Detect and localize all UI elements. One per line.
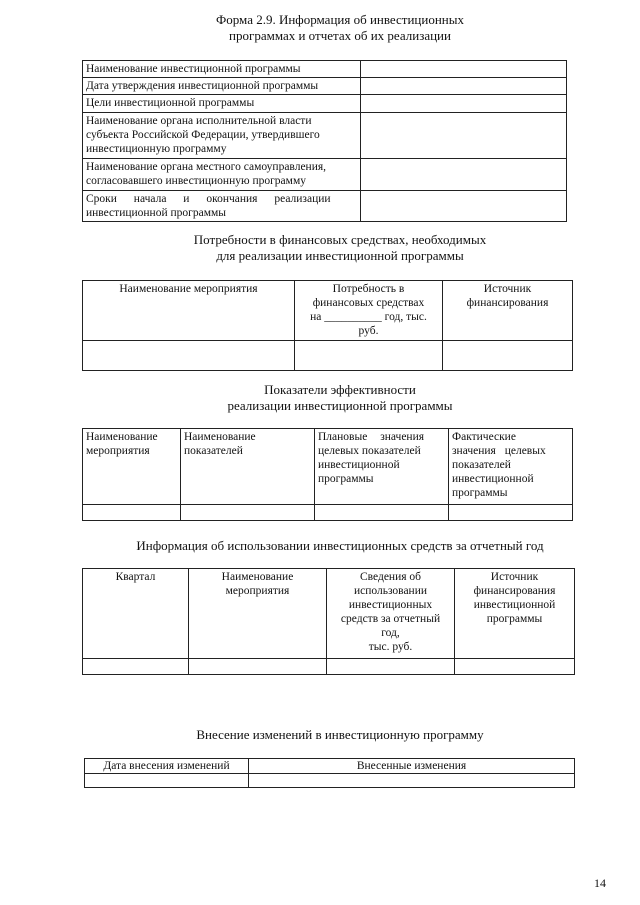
header-label: Источник — [483, 283, 532, 295]
empty-cell[interactable] — [443, 341, 573, 371]
header-label: Наименование мероприятия — [119, 283, 258, 295]
changes-table — [84, 758, 575, 788]
header-cell-changes-made — [249, 759, 575, 774]
table-row — [83, 659, 575, 675]
info-label-cell — [83, 159, 361, 191]
info-label: согласовавшего инвестиционную программу — [86, 175, 306, 187]
info-label: Дата утверждения инвестиционной программы — [86, 80, 319, 92]
section-title-financial-needs — [140, 232, 540, 264]
financial-needs-table — [82, 280, 573, 371]
header-cell-activity — [83, 281, 295, 341]
header-label: Сведения об — [359, 571, 421, 583]
info-value-cell[interactable] — [361, 113, 567, 159]
header-label: Фактические — [452, 431, 516, 443]
header-cell-activity — [83, 429, 181, 505]
header-label: инвестиционной — [473, 599, 556, 611]
header-cell-funding-source — [455, 569, 575, 659]
info-label: Сроки начала и окончания реализации — [86, 193, 331, 205]
info-label: Наименование инвестиционной программы — [86, 63, 301, 75]
empty-cell[interactable] — [181, 505, 315, 521]
header-label: Плановые значения — [318, 431, 425, 443]
header-label: инвестиционной — [318, 459, 400, 471]
header-label: Наименование — [184, 431, 256, 443]
info-label-cell — [83, 61, 361, 78]
section-title-line: для реализации инвестиционной программы — [216, 248, 464, 263]
form-title — [140, 12, 540, 44]
header-cell-planned-values — [315, 429, 449, 505]
header-label: мероприятия — [225, 585, 290, 597]
header-label: финансирования — [473, 585, 556, 597]
section-title-funds-usage — [90, 538, 590, 554]
header-label: Внесенные изменения — [356, 760, 467, 772]
table-row — [83, 95, 567, 113]
table-row — [83, 78, 567, 95]
empty-cell[interactable] — [83, 505, 181, 521]
info-label-cell — [83, 113, 361, 159]
info-label: Наименование органа местного самоуправления, — [86, 161, 327, 173]
empty-cell[interactable] — [295, 341, 443, 371]
info-value-cell[interactable] — [361, 191, 567, 222]
table-row — [85, 774, 575, 788]
info-value-cell[interactable] — [361, 61, 567, 78]
table-header-row — [85, 759, 575, 774]
section-title-line: Информация об использовании инвестиционных средств за отчетный год — [136, 538, 544, 553]
empty-cell[interactable] — [449, 505, 573, 521]
table-header-row — [83, 429, 573, 505]
header-label: программы — [318, 473, 374, 485]
header-label: Дата внесения изменений — [103, 760, 230, 772]
empty-cell[interactable] — [315, 505, 449, 521]
section-title-line: Потребности в финансовых средствах, необходимых — [193, 232, 487, 247]
info-label: Цели инвестиционной программы — [86, 97, 255, 109]
empty-cell[interactable] — [83, 341, 295, 371]
info-label: инвестиционную программу — [86, 143, 227, 155]
header-label: показателей — [452, 459, 511, 471]
funds-usage-table — [82, 568, 575, 675]
header-label: значения целевых — [452, 445, 546, 457]
header-cell-usage-info — [327, 569, 455, 659]
empty-cell[interactable] — [83, 659, 189, 675]
header-cell-indicators — [181, 429, 315, 505]
header-label: средств за отчетный — [340, 613, 441, 625]
info-label: субъекта Российской Федерации, утвердившего — [86, 129, 320, 141]
header-label: финансовых средствах — [312, 297, 425, 309]
header-label: Потребность в — [332, 283, 405, 295]
table-row — [83, 341, 573, 371]
section-title-line: реализации инвестиционной программы — [227, 398, 453, 413]
header-label: Квартал — [115, 571, 156, 583]
header-cell-actual-values — [449, 429, 573, 505]
page-number: 14 — [594, 876, 606, 890]
header-cell-financial-need — [295, 281, 443, 341]
empty-cell[interactable] — [85, 774, 249, 788]
info-value-cell[interactable] — [361, 159, 567, 191]
header-cell-funding-source — [443, 281, 573, 341]
table-header-row — [83, 569, 575, 659]
section-title-line: Показатели эффективности — [264, 382, 416, 397]
info-value-cell[interactable] — [361, 78, 567, 95]
header-cell-change-date — [85, 759, 249, 774]
table-row — [83, 159, 567, 191]
empty-cell[interactable] — [189, 659, 327, 675]
info-value-cell[interactable] — [361, 95, 567, 113]
header-label: мероприятия — [86, 445, 150, 457]
header-label: инвестиционных — [348, 599, 433, 611]
header-cell-activity — [189, 569, 327, 659]
section-title-changes — [140, 727, 540, 743]
form-title-line: программах и отчетах об их реализации — [229, 28, 451, 43]
header-label: целевых показателей — [318, 445, 421, 457]
header-label: Источник — [490, 571, 539, 583]
header-cell-quarter — [83, 569, 189, 659]
empty-cell[interactable] — [455, 659, 575, 675]
table-row — [83, 191, 567, 222]
header-label: руб. — [358, 325, 379, 337]
header-label: программы — [486, 613, 543, 625]
section-title-efficiency — [140, 382, 540, 414]
empty-cell[interactable] — [249, 774, 575, 788]
header-label: год, — [381, 627, 400, 639]
info-label: инвестиционной программы — [86, 207, 226, 219]
header-label: тыс. руб. — [368, 641, 413, 653]
info-label-cell — [83, 191, 361, 222]
info-label-cell — [83, 95, 361, 113]
table-row — [83, 113, 567, 159]
info-label: Наименование органа исполнительной власти — [86, 115, 312, 127]
table-header-row — [83, 281, 573, 341]
info-label-cell — [83, 78, 361, 95]
table-row — [83, 61, 567, 78]
header-label: Наименование — [86, 431, 158, 443]
header-label: показателей — [184, 445, 243, 457]
empty-cell[interactable] — [327, 659, 455, 675]
header-label: Наименование — [221, 571, 294, 583]
header-label: использовании — [353, 585, 428, 597]
investment-info-table — [82, 60, 567, 222]
section-title-line: Внесение изменений в инвестиционную программу — [196, 727, 484, 742]
header-label: инвестиционной — [452, 473, 534, 485]
form-title-line: Форма 2.9. Информация об инвестиционных — [215, 12, 464, 27]
efficiency-table — [82, 428, 573, 521]
header-label: финансирования — [466, 297, 549, 309]
header-label: программы — [452, 487, 508, 499]
header-label: на __________ год, тыс. — [310, 311, 427, 323]
table-row — [83, 505, 573, 521]
